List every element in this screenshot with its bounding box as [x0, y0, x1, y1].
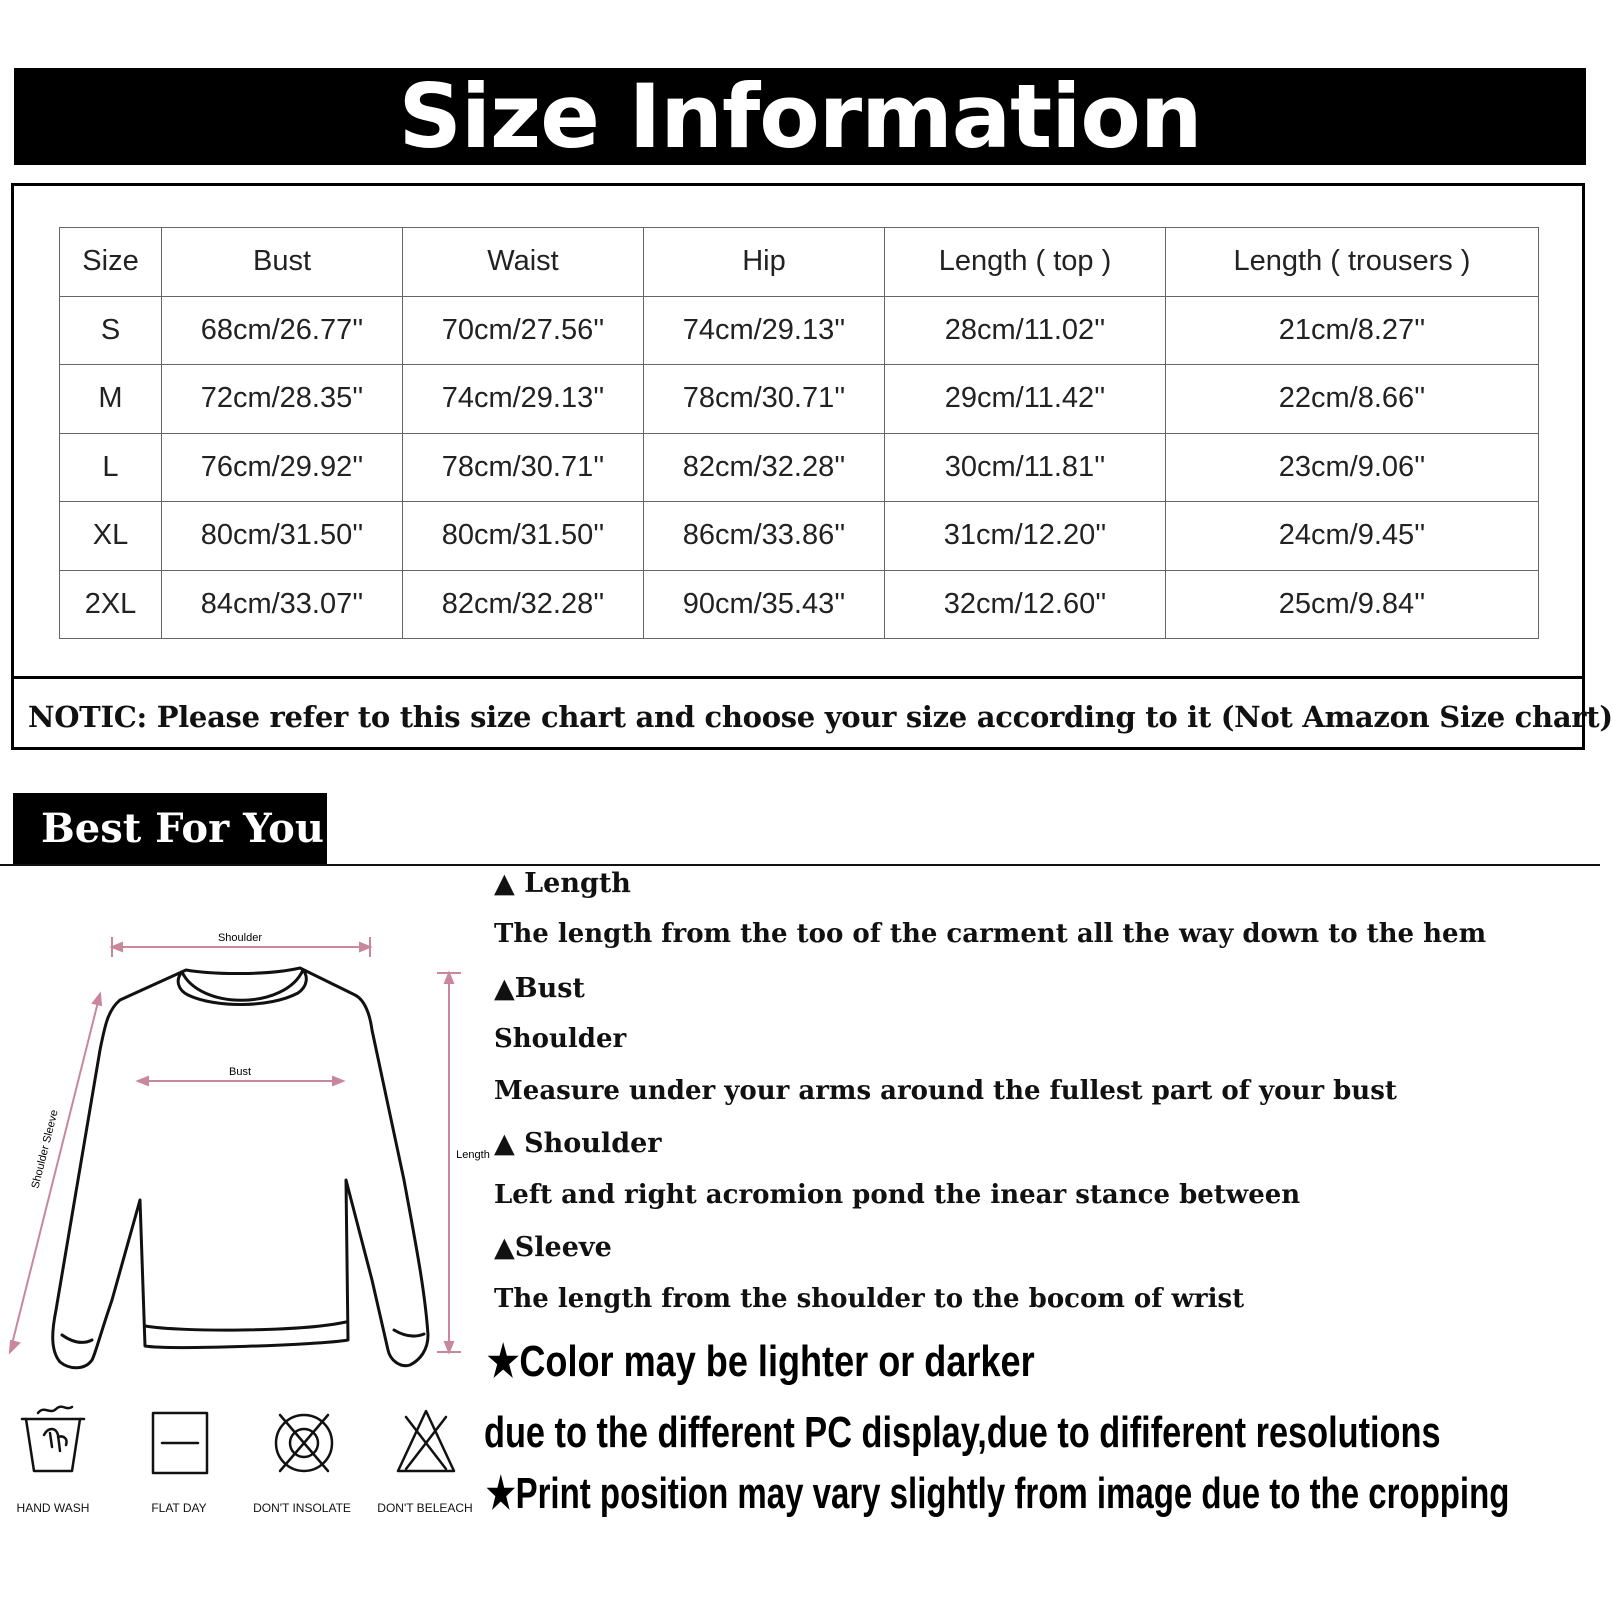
shoulder-heading: ▲ Shoulder — [494, 1128, 662, 1159]
table-cell: 78cm/30.71'' — [644, 365, 885, 434]
table-cell: 21cm/8.27'' — [1166, 296, 1539, 365]
table-cell: 24cm/9.45'' — [1166, 502, 1539, 571]
color-note: ★Color may be lighter or darker — [487, 1337, 1035, 1386]
table-cell: 29cm/11.42'' — [885, 365, 1166, 434]
table-row — [60, 296, 1539, 365]
dont-insolate-icon — [276, 1415, 332, 1471]
table-cell: L — [60, 433, 162, 502]
column-header: Length ( trousers ) — [1166, 228, 1539, 297]
table-cell: 78cm/30.71'' — [403, 433, 644, 502]
sweater-diagram — [0, 900, 490, 1370]
column-header: Length ( top ) — [885, 228, 1166, 297]
sleeve-description: The length from the shoulder to the bocom of wrist — [494, 1284, 1245, 1314]
table-cell: 2XL — [60, 570, 162, 639]
dont-bleach-icon — [398, 1411, 454, 1471]
table-cell: 22cm/8.66'' — [1166, 365, 1539, 434]
table-cell: 74cm/29.13'' — [403, 365, 644, 434]
table-cell: 70cm/27.56'' — [403, 296, 644, 365]
column-header: Hip — [644, 228, 885, 297]
table-cell: 74cm/29.13'' — [644, 296, 885, 365]
column-header: Bust — [162, 228, 403, 297]
sleeve-label: Shoulder Sleeve — [29, 1108, 61, 1190]
table-cell: M — [60, 365, 162, 434]
table-cell: 80cm/31.50'' — [162, 502, 403, 571]
table-cell: 86cm/33.86'' — [644, 502, 885, 571]
table-cell: 25cm/9.84'' — [1166, 570, 1539, 639]
flat-dry-label: FLAT DAY — [151, 1501, 207, 1515]
print-note: ★Print position may vary slightly from image due to the cropping — [486, 1469, 1510, 1518]
table-cell: 23cm/9.06'' — [1166, 433, 1539, 502]
display-note: due to the different PC display,due to dififerent resolutions — [484, 1408, 1441, 1457]
sweater-outline — [53, 968, 428, 1368]
hand-wash-label: HAND WASH — [16, 1501, 90, 1515]
shoulder-label: Shoulder — [217, 932, 263, 944]
table-cell: 82cm/32.28'' — [644, 433, 885, 502]
table-cell: 82cm/32.28'' — [403, 570, 644, 639]
sleeve-measure-line — [10, 994, 100, 1352]
column-header: Waist — [403, 228, 644, 297]
length-heading: ▲ Length — [494, 868, 631, 899]
table-cell: 28cm/11.02'' — [885, 296, 1166, 365]
table-cell: 30cm/11.81'' — [885, 433, 1166, 502]
bust-description: Measure under your arms around the fullest part of your bust — [494, 1076, 1397, 1106]
table-cell: 72cm/28.35'' — [162, 365, 403, 434]
table-row — [60, 365, 1539, 434]
table-cell: 90cm/35.43'' — [644, 570, 885, 639]
notice-divider — [11, 676, 1585, 679]
table-cell: 80cm/31.50'' — [403, 502, 644, 571]
length-description: The length from the too of the carment all the way down to the hem — [494, 919, 1487, 949]
dont-insolate-label: DON'T INSOLATE — [253, 1501, 351, 1515]
column-header: Size — [60, 228, 162, 297]
flat-dry-icon — [153, 1413, 207, 1473]
table-header-row — [60, 228, 1539, 297]
hand-wash-icon — [22, 1407, 84, 1471]
table-cell: 32cm/12.60'' — [885, 570, 1166, 639]
size-notice: NOTIC: Please refer to this size chart and choose your size according to it (Not Amazon Size chart) — [28, 700, 1613, 734]
page-title: Size Information — [398, 65, 1202, 168]
dont-bleach-label: DON'T BELEACH — [377, 1501, 473, 1515]
table-row — [60, 502, 1539, 571]
table-cell: 31cm/12.20'' — [885, 502, 1166, 571]
size-table — [59, 227, 1539, 639]
shoulder-description: Left and right acromion pond the inear stance between — [494, 1180, 1301, 1210]
length-label: Length — [456, 1149, 490, 1161]
bust-subheading: Shoulder — [494, 1024, 627, 1054]
sleeve-heading: ▲Sleeve — [494, 1232, 612, 1263]
care-icons — [14, 1405, 484, 1480]
best-for-you-tab: Best For You — [13, 793, 327, 865]
table-cell: S — [60, 296, 162, 365]
table-cell: 84cm/33.07'' — [162, 570, 403, 639]
table-cell: 76cm/29.92'' — [162, 433, 403, 502]
table-cell: 68cm/26.77'' — [162, 296, 403, 365]
bust-heading: ▲Bust — [494, 973, 585, 1004]
table-row — [60, 433, 1539, 502]
bust-label: Bust — [228, 1066, 252, 1078]
section-divider — [0, 864, 1600, 866]
table-row — [60, 570, 1539, 639]
table-cell: XL — [60, 502, 162, 571]
